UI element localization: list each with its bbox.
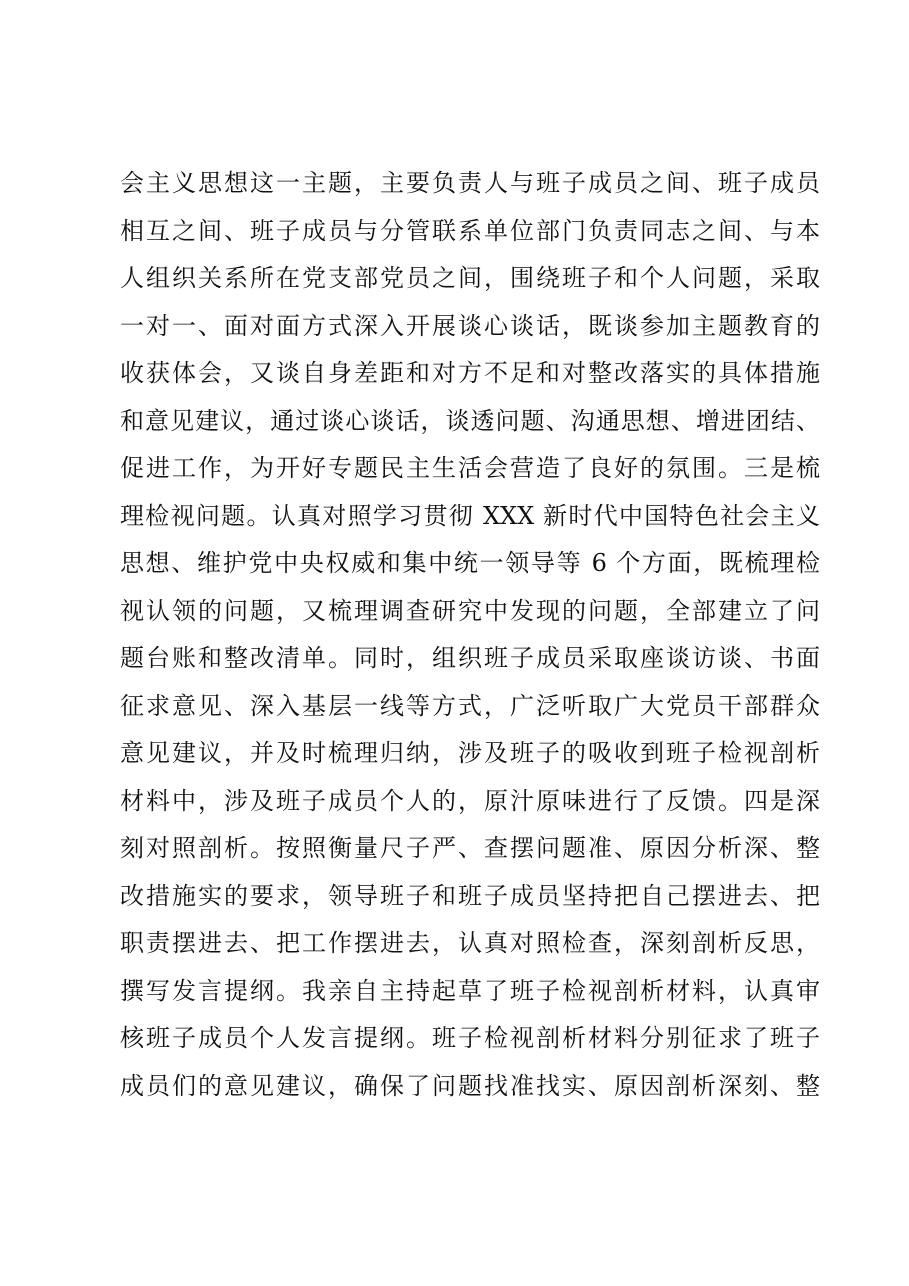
text-line: 视认领的问题，又梳理调查研究中发现的问题，全部建立了问 — [120, 596, 820, 625]
text-line: 促进工作，为开好专题民主生活会营造了良好的氛围。三是梳 — [120, 454, 820, 482]
text-line: 意见建议，并及时梳理归纳，涉及班子的吸收到班子检视剖析 — [120, 739, 820, 767]
text-line: 改措施实的要求，领导班子和班子成员坚持把自己摆进去、把 — [120, 881, 820, 910]
text-line: 会主义思想这一主题，主要负责人与班子成员之间、班子成员 — [120, 169, 820, 197]
text-line: 刻对照剖析。按照衡量尺子严、查摆问题准、原因分析深、整 — [120, 834, 820, 862]
text-line: 一对一、面对面方式深入开展谈心谈话，既谈参加主题教育的 — [120, 311, 820, 340]
body-paragraph — [120, 160, 820, 1110]
text-line: 材料中，涉及班子成员个人的，原汁原味进行了反馈。四是深 — [120, 786, 820, 815]
text-line: 理检视问题。认真对照学习贯彻 XXX 新时代中国特色社会主义 — [120, 501, 820, 530]
text-line: 相互之间、班子成员与分管联系单位部门负责同志之间、与本 — [120, 216, 820, 245]
text-line: 人组织关系所在党支部党员之间，围绕班子和个人问题，采取 — [120, 264, 820, 292]
text-line: 成员们的意见建议，确保了问题找准找实、原因剖析深刻、整 — [120, 1071, 820, 1100]
text-line: 思想、维护党中央权威和集中统一领导等 6 个方面，既梳理检 — [120, 549, 820, 577]
text-line: 题台账和整改清单。同时，组织班子成员采取座谈访谈、书面 — [120, 644, 820, 672]
text-line: 收获体会，又谈自身差距和对方不足和对整改落实的具体措施 — [120, 359, 820, 387]
text-line: 和意见建议，通过谈心谈话，谈透问题、沟通思想、增进团结、 — [120, 406, 820, 435]
text-line: 职责摆进去、把工作摆进去，认真对照检查，深刻剖析反思， — [120, 929, 820, 957]
text-line: 核班子成员个人发言提纲。班子检视剖析材料分别征求了班子 — [120, 1024, 820, 1052]
text-line: 撰写发言提纲。我亲自主持起草了班子检视剖析材料，认真审 — [120, 976, 820, 1005]
text-line: 征求意见、深入基层一线等方式，广泛听取广大党员干部群众 — [120, 691, 820, 720]
